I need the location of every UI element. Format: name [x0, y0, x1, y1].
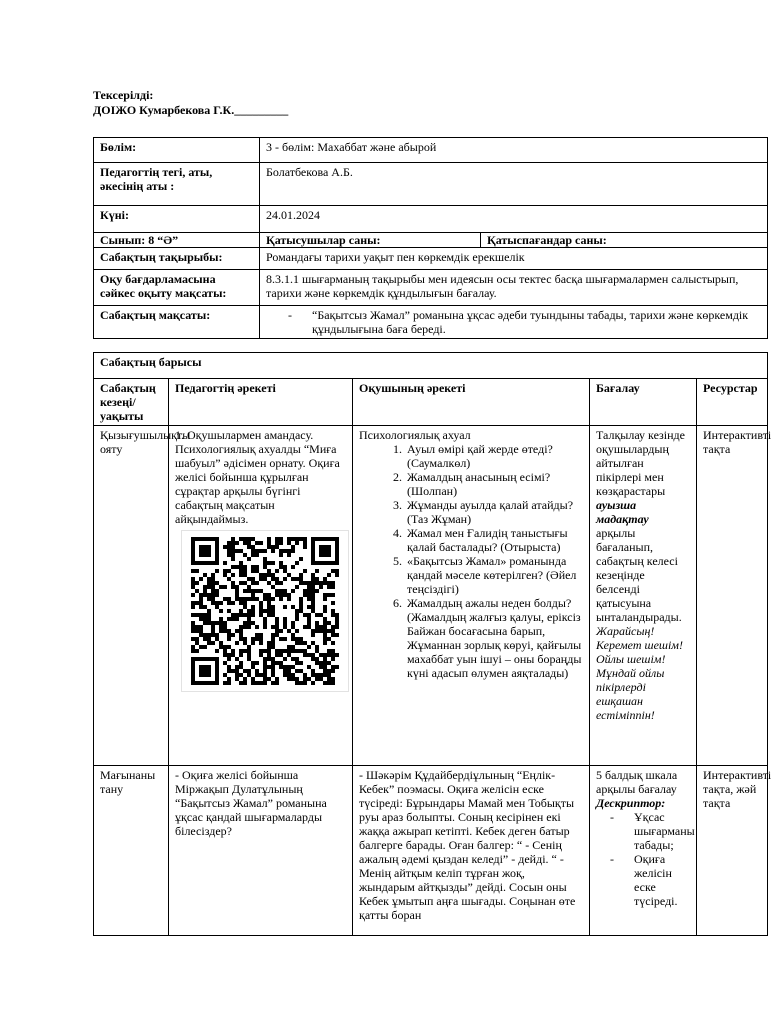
lesson-aim-value: - “Бақытсыз Жамал” романына ұқсас әдеби туындыны табады, тарихи және көркемдік құндылығына баға береді.: [288, 308, 761, 336]
assessment-intro-2: 5 балдық шкала арқылы бағалау: [596, 768, 678, 796]
reviewer-line: ДОІЖО Кумарбекова Г.К._________: [93, 103, 289, 117]
assessment-cell-2: [590, 766, 697, 936]
descriptor-item: - Оқиға желісін еске түсіреді.: [610, 852, 690, 908]
qr-finder-center: [199, 665, 211, 677]
qr-code-image: [189, 537, 341, 685]
assessment-method: ауызша мадақтау: [596, 498, 649, 526]
question-item: 3. Жұманды ауылда қалай атайды? (Таз Жұман): [405, 498, 583, 526]
question-item: 1. Ауыл өмірі қай жерде өтеді? (Саумалкөл): [405, 442, 583, 470]
descriptor-label: Дескриптор:: [596, 796, 666, 810]
col-teacher-header: Педагогтің әрекеті: [169, 379, 353, 426]
col-stage-header: Сабақтың кезеңі/уақыты: [94, 379, 169, 426]
topic-value: Романдағы тарихи уақыт пен көркемдік ерекшелік: [260, 248, 768, 270]
student-cell-1: [353, 426, 590, 766]
resources-cell-2: Интерактивті тақта, жәй тақта: [697, 766, 768, 936]
class-label: Сынып: 8 “Ә”: [94, 233, 260, 248]
present-count-label: Қатысушылар саны:: [260, 233, 481, 248]
teacher-action-1: 1. Оқушылармен амандасу. Психологиялық ахуалды “Миға шабуыл” әдісімен орнату. Оқиға желісі бойынша құрылған сұрақтар арқылы бүгінгі сабақтың мақсатын айқындаймыз.: [175, 428, 340, 526]
date-label: Күні:: [94, 206, 260, 233]
teacher-label: Педагогтің тегі, аты, әкесінің аты :: [94, 163, 260, 206]
descriptor-list: [596, 810, 695, 908]
descriptor-item: - Ұқсас шығарманы табады;: [610, 810, 690, 852]
lesson-info-table: [93, 137, 768, 339]
student-cell-2: - Шәкәрім Құдайбердіұлының “Еңлік-Кебек” поэмасы. Оқиға желісін еске түсіреді: Бұрындары Мамай мен Тобықты руы араз болыпты. Соның кесірінен екі жаққа ажырап кетіпті. Кебек деген батыр балгерге барады. Оған балгер: “ - Сенің ажалың әдемі қыздан келеді” - дейді. “ - Менің айтқым келіп тұрған жоқ, жындарым айтқызды” дейді. Сосын оны Кебек ұмытып аңға шығады. Соңынан өте қатты боран: [353, 766, 590, 936]
question-item: 5. «Бақытсыз Жамал» романында қандай мәселе көтерілген? (Әйел теңсіздігі): [405, 554, 583, 596]
question-item: 6. Жамалдың ажалы неден болды? (Жамалдың жалғыз қалуы, еріксіз Байжан босағасына барып, Жұманнан зорлық көруі, қайғылы махаббат уын ішуі – оны бораңды күні адасып өлумен аяқталады): [405, 596, 583, 680]
question-list: [359, 442, 583, 680]
assessment-text-2: арқылы бағаланып, сабақтың келесі кезеңінде белсенді қатысуына ынталандырады.: [596, 526, 682, 624]
lesson-title: Сабақтың барысы: [94, 353, 768, 379]
resources-cell-1: Интерактивті тақта: [697, 426, 768, 766]
assessment-text-1: Талқылау кезінде оқушылардың айтылған пікірлері мен көзқарастары: [596, 428, 685, 498]
col-student-header: Оқушының әрекеті: [353, 379, 590, 426]
lesson-plan-table: [93, 352, 771, 936]
section-value: 3 - бөлім: Махаббат және абырой: [260, 138, 768, 163]
stage-cell-1: Қызығушылықты ояту: [94, 426, 169, 766]
col-assessment-header: Бағалау: [590, 379, 697, 426]
col-resources-header: Ресурстар: [697, 379, 768, 426]
qr-code-frame: [181, 530, 349, 692]
learning-goals-label: Оқу бағдарламасына сәйкес оқыту мақсаты:: [94, 270, 260, 306]
section-label: Бөлім:: [94, 138, 260, 163]
student-intro-1: Психологиялық ахуал: [359, 428, 471, 442]
lesson-aim-label: Сабақтың мақсаты:: [94, 306, 260, 339]
teacher-cell-1: [169, 426, 353, 766]
question-item: 2. Жамалдың анасының есімі? (Шолпан): [405, 470, 583, 498]
teacher-cell-2: - Оқиға желісі бойынша Міржақып Дулатұлының “Бақытсыз Жамал” романына ұқсас қандай шығармаларды білесіздер?: [169, 766, 353, 936]
date-value: 24.01.2024: [260, 206, 768, 233]
topic-label: Сабақтың тақырыбы:: [94, 248, 260, 270]
qr-finder-center: [199, 545, 211, 557]
assessment-cell-1: [590, 426, 697, 766]
reviewed-label: Тексерілді:: [93, 88, 154, 102]
absent-count-label: Қатыспағандар саны:: [481, 233, 768, 248]
learning-goals-value: 8.3.1.1 шығарманың тақырыбы мен идеясын осы тектес басқа шығармалармен салыстырып, тарихи және көркемдік құндылығын бағалау.: [260, 270, 768, 306]
teacher-value: Болатбекова А.Б.: [260, 163, 768, 206]
qr-finder-center: [319, 545, 331, 557]
stage-cell-2: Мағынаны тану: [94, 766, 169, 936]
praise-phrases: Жарайсың! Керемет шешім! Ойлы шешім! Мұндай ойлы пікірлерді ешқашан естіміппін!: [596, 624, 683, 722]
lesson-aim-cell: [260, 306, 768, 339]
document-header: [93, 88, 288, 118]
question-item: 4. Жамал мен Ғалидің таныстығы қалай басталады? (Отырыста): [405, 526, 583, 554]
